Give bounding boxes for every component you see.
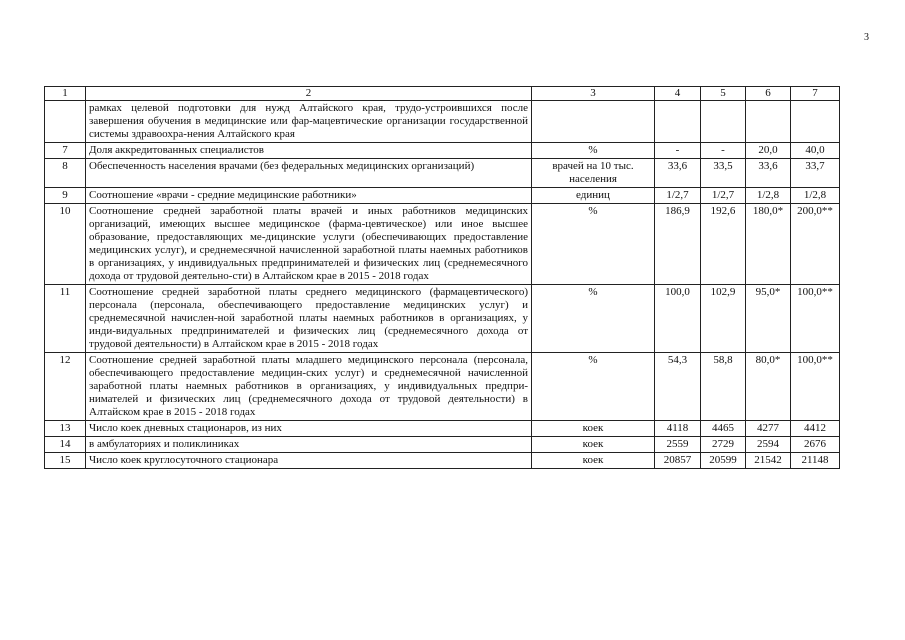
value-col-7: 100,0**	[791, 353, 840, 421]
table-row	[45, 188, 840, 204]
row-number: 11	[45, 285, 86, 353]
table-body	[45, 87, 840, 469]
value-col-6: 1/2,8	[746, 188, 791, 204]
value-col-4: -	[655, 143, 701, 159]
value-col-7: 1/2,8	[791, 188, 840, 204]
table-row	[45, 101, 840, 143]
indicator-name: в амбулаториях и поликлиниках	[86, 437, 532, 453]
value-col-6: 4277	[746, 421, 791, 437]
indicators-table	[44, 86, 840, 469]
unit-cell: коек	[532, 421, 655, 437]
value-col-7: 40,0	[791, 143, 840, 159]
unit-cell: %	[532, 285, 655, 353]
indicator-name: Обеспеченность населения врачами (без федеральных медицинских организаций)	[86, 159, 532, 188]
value-col-7: 100,0**	[791, 285, 840, 353]
row-number: 13	[45, 421, 86, 437]
value-col-4: 20857	[655, 453, 701, 469]
row-number: 12	[45, 353, 86, 421]
row-number: 10	[45, 204, 86, 285]
table-row	[45, 159, 840, 188]
row-number	[45, 101, 86, 143]
table-row	[45, 421, 840, 437]
value-col-5	[701, 101, 746, 143]
column-header-5: 5	[701, 87, 746, 101]
value-col-4	[655, 101, 701, 143]
indicator-name: Доля аккредитованных специалистов	[86, 143, 532, 159]
row-number: 7	[45, 143, 86, 159]
table-row	[45, 143, 840, 159]
column-header-7: 7	[791, 87, 840, 101]
row-number: 9	[45, 188, 86, 204]
value-col-4: 54,3	[655, 353, 701, 421]
value-col-6: 80,0*	[746, 353, 791, 421]
value-col-4: 100,0	[655, 285, 701, 353]
table-row	[45, 285, 840, 353]
value-col-6: 95,0*	[746, 285, 791, 353]
unit-cell: коек	[532, 437, 655, 453]
value-col-5: 2729	[701, 437, 746, 453]
row-number: 14	[45, 437, 86, 453]
page-number: 3	[864, 32, 869, 43]
indicator-name: Число коек круглосуточного стационара	[86, 453, 532, 469]
table-row	[45, 437, 840, 453]
unit-cell: %	[532, 353, 655, 421]
value-col-4: 4118	[655, 421, 701, 437]
value-col-5: 192,6	[701, 204, 746, 285]
indicator-name: Соотношение средней заработной платы младшего медицинского персонала (персонала, обеспечивающего предоставление медицин-ских услуг) и среднемесячной начисленной заработной платы наемных работников в организациях, у индивидуальных предпри-нимателей и физических лиц (среднемесячного дохода от трудовой деятельности) в Алтайском крае в 2015 - 2018 годах	[86, 353, 532, 421]
table-header-row	[45, 87, 840, 101]
value-col-4: 2559	[655, 437, 701, 453]
value-col-5: 33,5	[701, 159, 746, 188]
unit-cell: %	[532, 204, 655, 285]
column-header-1: 1	[45, 87, 86, 101]
column-header-6: 6	[746, 87, 791, 101]
unit-cell: коек	[532, 453, 655, 469]
value-col-6: 33,6	[746, 159, 791, 188]
value-col-7: 33,7	[791, 159, 840, 188]
value-col-7: 2676	[791, 437, 840, 453]
column-header-4: 4	[655, 87, 701, 101]
row-number: 15	[45, 453, 86, 469]
unit-cell: %	[532, 143, 655, 159]
value-col-7: 4412	[791, 421, 840, 437]
unit-cell	[532, 101, 655, 143]
value-col-7: 200,0**	[791, 204, 840, 285]
value-col-5: 4465	[701, 421, 746, 437]
value-col-5: 20599	[701, 453, 746, 469]
table-row	[45, 204, 840, 285]
value-col-5: -	[701, 143, 746, 159]
indicator-name: рамках целевой подготовки для нужд Алтайского края, трудо-устроившихся после завершения обучения в медицинские или фар-мацевтические организации государственной системы здравоохра-нения Алтайского края	[86, 101, 532, 143]
value-col-4: 1/2,7	[655, 188, 701, 204]
indicator-name: Соотношение «врачи - средние медицинские работники»	[86, 188, 532, 204]
unit-cell: единиц	[532, 188, 655, 204]
table-row	[45, 353, 840, 421]
value-col-6: 180,0*	[746, 204, 791, 285]
value-col-5: 58,8	[701, 353, 746, 421]
value-col-5: 102,9	[701, 285, 746, 353]
value-col-5: 1/2,7	[701, 188, 746, 204]
value-col-4: 186,9	[655, 204, 701, 285]
value-col-6: 21542	[746, 453, 791, 469]
value-col-7: 21148	[791, 453, 840, 469]
unit-cell: врачей на 10 тыс. населения	[532, 159, 655, 188]
indicator-name: Соотношение средней заработной платы среднего медицинского (фармацевтического) персонала (персонала, обеспечивающего предоставление медицинских услуг) и среднемесячной начислен-ной заработной платы наемных работников в организациях, у инди-видуальных предпринимателей и физических лиц (среднемесячного дохода от трудовой деятельности) в Алтайском крае в 2015 - 2018 годах	[86, 285, 532, 353]
row-number: 8	[45, 159, 86, 188]
value-col-6	[746, 101, 791, 143]
value-col-6: 20,0	[746, 143, 791, 159]
indicator-name: Число коек дневных стационаров, из них	[86, 421, 532, 437]
column-header-3: 3	[532, 87, 655, 101]
column-header-2: 2	[86, 87, 532, 101]
value-col-4: 33,6	[655, 159, 701, 188]
value-col-6: 2594	[746, 437, 791, 453]
table-row	[45, 453, 840, 469]
indicator-name: Соотношение средней заработной платы врачей и иных работников медицинских организаций, имеющих высшее медицинское (фарма-цевтическое) или иное высшее образование, предоставляющих ме-дицинские услуги (обеспечивающих предоставление медицинских услуг), и среднемесячной начисленной заработной платы наемных работников в организациях, у индивидуальных предпринимателей и физических лиц (среднемесячного дохода от трудовой деятельно-сти) в Алтайском крае в 2015 - 2018 годах	[86, 204, 532, 285]
value-col-7	[791, 101, 840, 143]
